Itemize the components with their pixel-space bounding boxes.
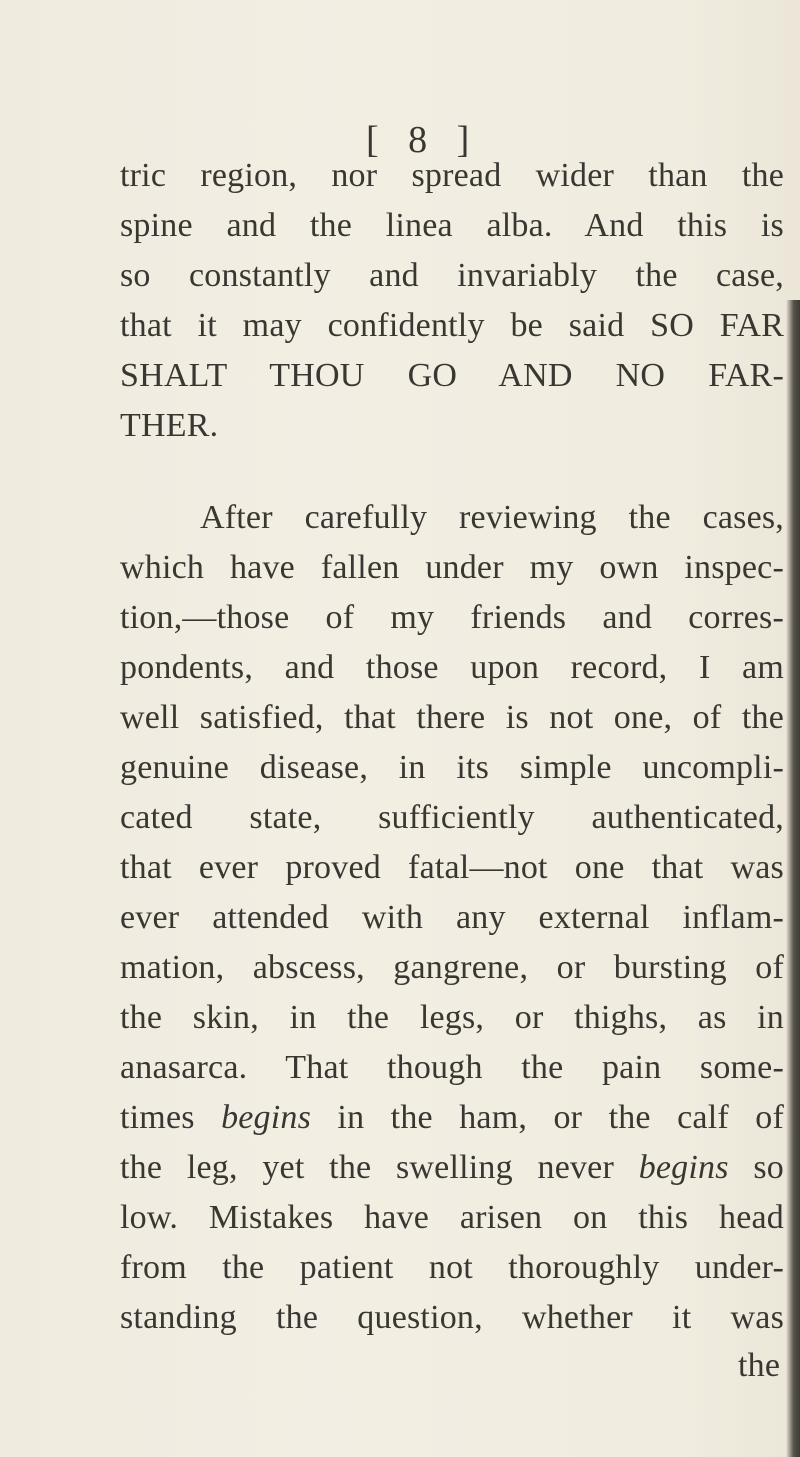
page-number: [ 8 ]	[366, 119, 470, 161]
text-line: mation, abscess, gangrene, or bursting of	[120, 949, 784, 986]
text-line: cated state, sufficiently authenticated,	[120, 799, 784, 836]
italic-text: begins	[221, 1099, 312, 1136]
text-line: SHALT THOU GO AND NO FAR-	[120, 357, 784, 394]
text-line	[120, 1098, 784, 1138]
text-line: that it may confidently be said SO FAR	[120, 307, 784, 344]
text-line: well satisfied, that there is not one, of the	[120, 699, 784, 736]
text-run: in the ham, or the calf of	[311, 1099, 784, 1136]
text-line: standing the question, whether it was	[120, 1299, 784, 1336]
text-run: times	[120, 1099, 222, 1136]
catchword: the	[738, 1347, 781, 1384]
text-run: so	[728, 1149, 784, 1186]
text-line: anasarca. That though the pain some-	[120, 1049, 784, 1086]
text-line: low. Mistakes have arisen on this head	[120, 1199, 784, 1236]
text-line: After carefully reviewing the cases,	[200, 499, 784, 536]
text-line: ever attended with any external inflam-	[120, 899, 784, 936]
text-line: the skin, in the legs, or thighs, as in	[120, 999, 784, 1036]
text-line: genuine disease, in its simple uncompli-	[120, 749, 784, 786]
text-line: which have fallen under my own inspec-	[120, 549, 784, 586]
text-line: from the patient not thoroughly under-	[120, 1249, 784, 1286]
italic-text: begins	[638, 1149, 729, 1186]
text-line: tric region, nor spread wider than the	[120, 157, 784, 194]
text-line: tion,—those of my friends and corres-	[120, 599, 784, 636]
text-line	[120, 1148, 784, 1188]
text-line: that ever proved fatal—not one that was	[120, 849, 784, 886]
text-line: spine and the linea alba. And this is	[120, 207, 784, 244]
text-line: so constantly and invariably the case,	[120, 257, 784, 294]
text-line: THER.	[120, 407, 219, 444]
page-edge-shadow	[786, 300, 800, 1457]
text-run: the leg, yet the swelling never	[120, 1149, 639, 1186]
text-line: pondents, and those upon record, I am	[120, 649, 784, 686]
